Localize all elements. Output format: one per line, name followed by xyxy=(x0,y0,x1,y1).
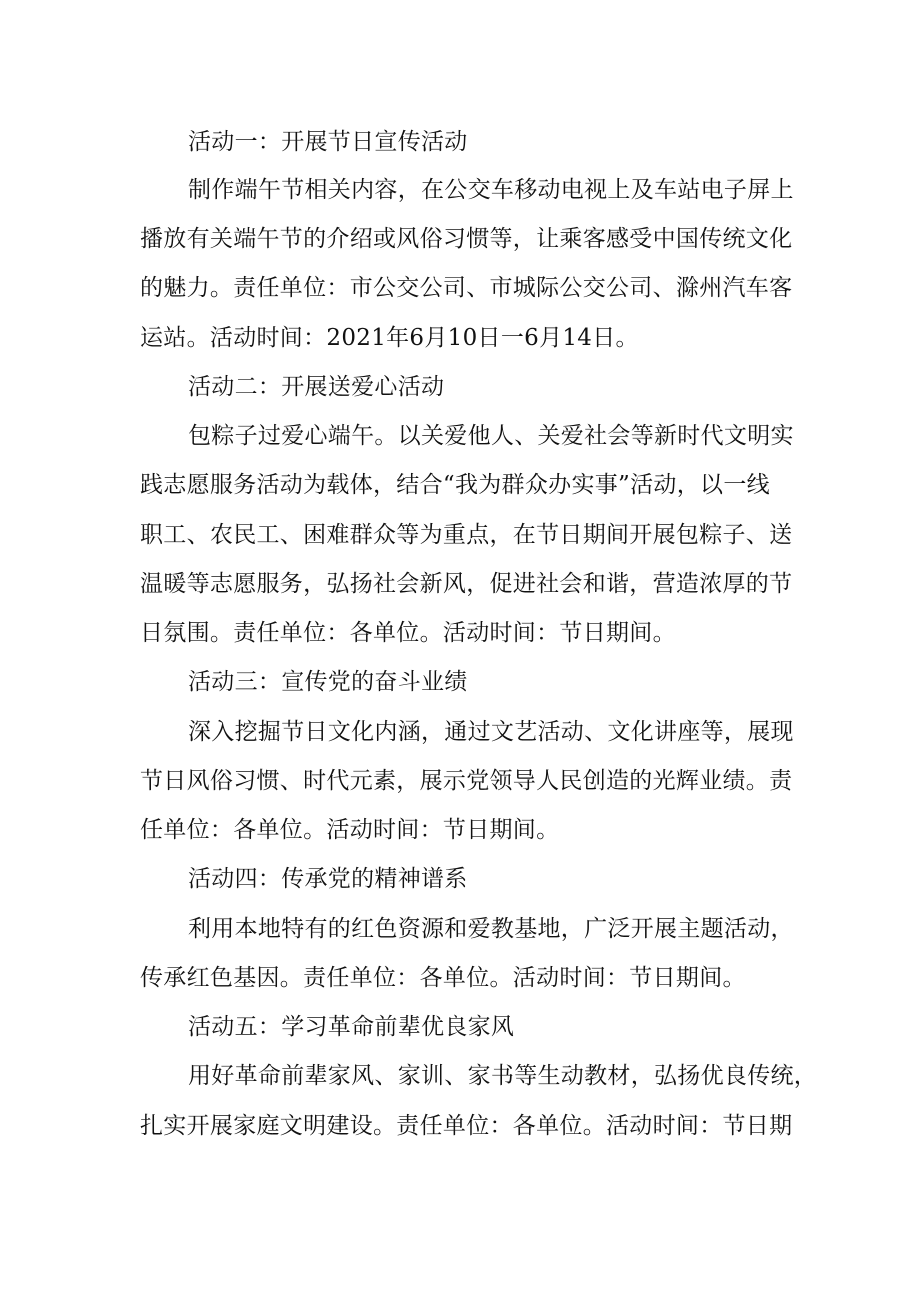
paragraph-line: 运站。活动时间：2021年6月10日一6月14日。 xyxy=(140,325,639,351)
paragraph-line: 的魅力。责任单位：市公交公司、市城际公交公司、滁州汽车客 xyxy=(140,275,793,301)
paragraph-line: 职工、农民工、困难群众等为重点，在节日期间开展包粽子、送 xyxy=(140,522,793,548)
paragraph-line: 包粽子过爱心端午。以关爱他人、关爱社会等新时代文明实 xyxy=(188,423,794,449)
paragraph-line: 用好革命前辈家风、家训、家书等生动教材，弘扬优良传统， xyxy=(188,1063,818,1089)
paragraph-line: 制作端午节相关内容，在公交车移动电视上及车站电子屏上 xyxy=(188,177,794,203)
activity-4-heading: 活动四：传承党的精神谱系 xyxy=(188,866,468,892)
activity-3-heading: 活动三：宣传党的奋斗业绩 xyxy=(188,669,468,695)
paragraph-line: 深入挖掘节日文化内涵，通过文艺活动、文化讲座等，展现 xyxy=(188,719,794,745)
paragraph-line: 传承红色基因。责任单位：各单位。活动时间：节日期间。 xyxy=(140,965,746,991)
paragraph-line: 播放有关端午节的介绍或风俗习惯等，让乘客感受中国传统文化 xyxy=(140,226,793,252)
paragraph-line: 扎实开展家庭文明建设。责任单位：各单位。活动时间：节日期 xyxy=(140,1113,793,1139)
paragraph-line: 节日风俗习惯、时代元素，展示党领导人民创造的光辉业绩。责 xyxy=(140,768,793,794)
activity-5-heading: 活动五：学习革命前辈优良家风 xyxy=(188,1014,515,1040)
paragraph-line: 践志愿服务活动为载体，结合“我为群众办实事”活动，以一线 xyxy=(140,472,770,498)
paragraph-line: 任单位：各单位。活动时间：节日期间。 xyxy=(140,817,560,843)
activity-1-heading: 活动一：开展节日宣传活动 xyxy=(188,129,468,155)
activity-2-heading: 活动二：开展送爱心活动 xyxy=(188,374,445,400)
paragraph-line: 温暖等志愿服务，弘扬社会新风，促进社会和谐，营造浓厚的节 xyxy=(140,571,793,597)
paragraph-line: 利用本地特有的红色资源和爱教基地，广泛开展主题活动， xyxy=(188,916,794,942)
paragraph-line: 日氛围。责任单位：各单位。活动时间：节日期间。 xyxy=(140,620,676,646)
